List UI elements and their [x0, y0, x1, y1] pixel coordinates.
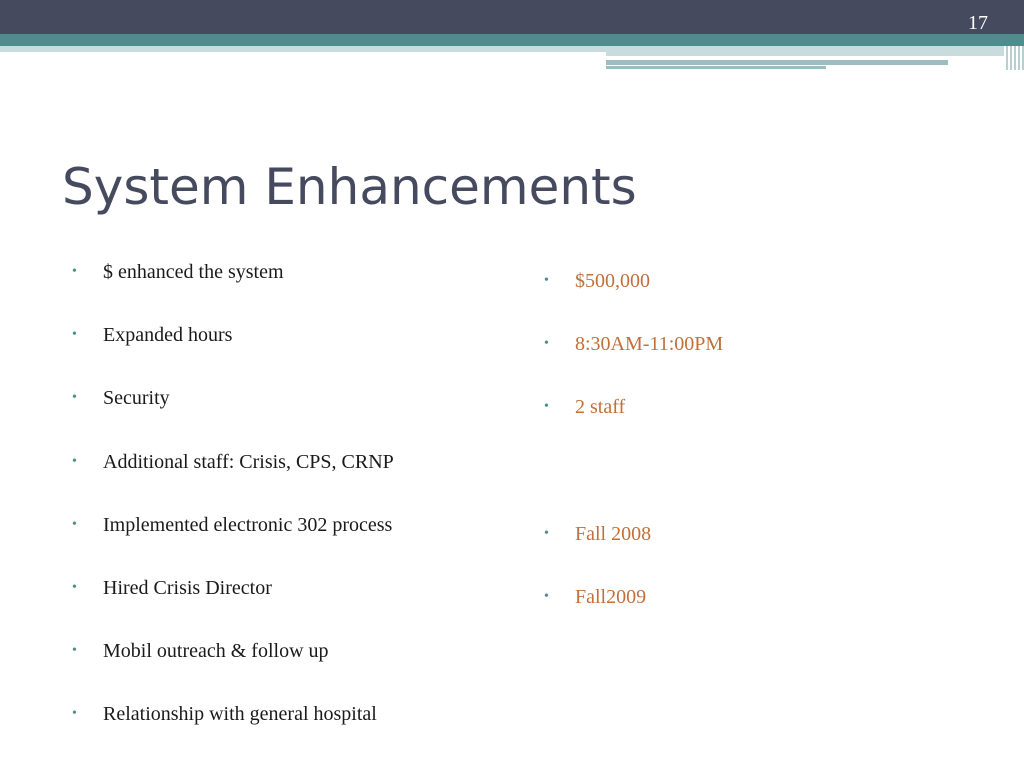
list-item — [72, 448, 512, 511]
list-item-text: Expanded hours — [103, 324, 233, 347]
list-item-text: Fall2009 — [575, 585, 647, 608]
bullet-icon: • — [72, 390, 77, 406]
decorative-band — [606, 46, 1024, 56]
list-item — [72, 384, 512, 447]
list-item — [72, 258, 512, 321]
decorative-band — [606, 66, 826, 69]
bullet-icon: • — [72, 264, 77, 279]
bullet-icon: • — [544, 336, 549, 352]
slide-title: System Enhancements — [62, 158, 637, 216]
list-item — [544, 583, 964, 646]
bullet-icon: • — [544, 525, 549, 541]
list-item — [72, 700, 512, 763]
left-bullet-list — [72, 258, 512, 764]
bullet-icon: • — [544, 273, 549, 288]
bullet-icon: • — [544, 399, 549, 415]
list-item-text: $500,000 — [575, 270, 650, 292]
list-item — [544, 330, 964, 393]
list-item-text: 2 staff — [575, 396, 626, 419]
list-item-text: Relationship with general hospital — [103, 703, 377, 726]
right-bullet-list — [544, 267, 964, 646]
bullet-icon: • — [72, 643, 77, 659]
list-item — [72, 511, 512, 574]
header-bar-dark — [0, 0, 1024, 34]
decorative-stripes — [1004, 46, 1024, 70]
list-item-text: 8:30AM-11:00PM — [575, 333, 724, 356]
list-item — [544, 267, 964, 330]
list-item — [544, 520, 964, 583]
list-item-text: Security — [103, 387, 170, 410]
list-item-text: Fall 2008 — [575, 522, 652, 545]
list-item-text: Hired Crisis Director — [103, 576, 272, 599]
list-item — [72, 574, 512, 637]
bullet-icon: • — [72, 327, 77, 343]
list-item — [544, 393, 964, 456]
list-item-text: $ enhanced the system — [103, 261, 284, 283]
bullet-icon: • — [544, 588, 549, 604]
header-bar-teal — [0, 34, 1024, 46]
list-item-text: Mobil outreach & follow up — [103, 640, 329, 663]
bullet-icon: • — [72, 706, 77, 722]
bullet-icon: • — [72, 579, 77, 595]
header-bar-light — [0, 46, 606, 52]
decorative-band — [606, 60, 948, 65]
bullet-icon: • — [72, 453, 77, 469]
slide-number: 17 — [968, 12, 988, 34]
list-item — [72, 321, 512, 384]
list-item-text: Implemented electronic 302 process — [103, 513, 393, 536]
empty-list-item — [544, 457, 964, 520]
bullet-icon: • — [72, 516, 77, 532]
list-item-text: Additional staff: Crisis, CPS, CRNP — [103, 450, 394, 473]
list-item — [72, 637, 512, 700]
